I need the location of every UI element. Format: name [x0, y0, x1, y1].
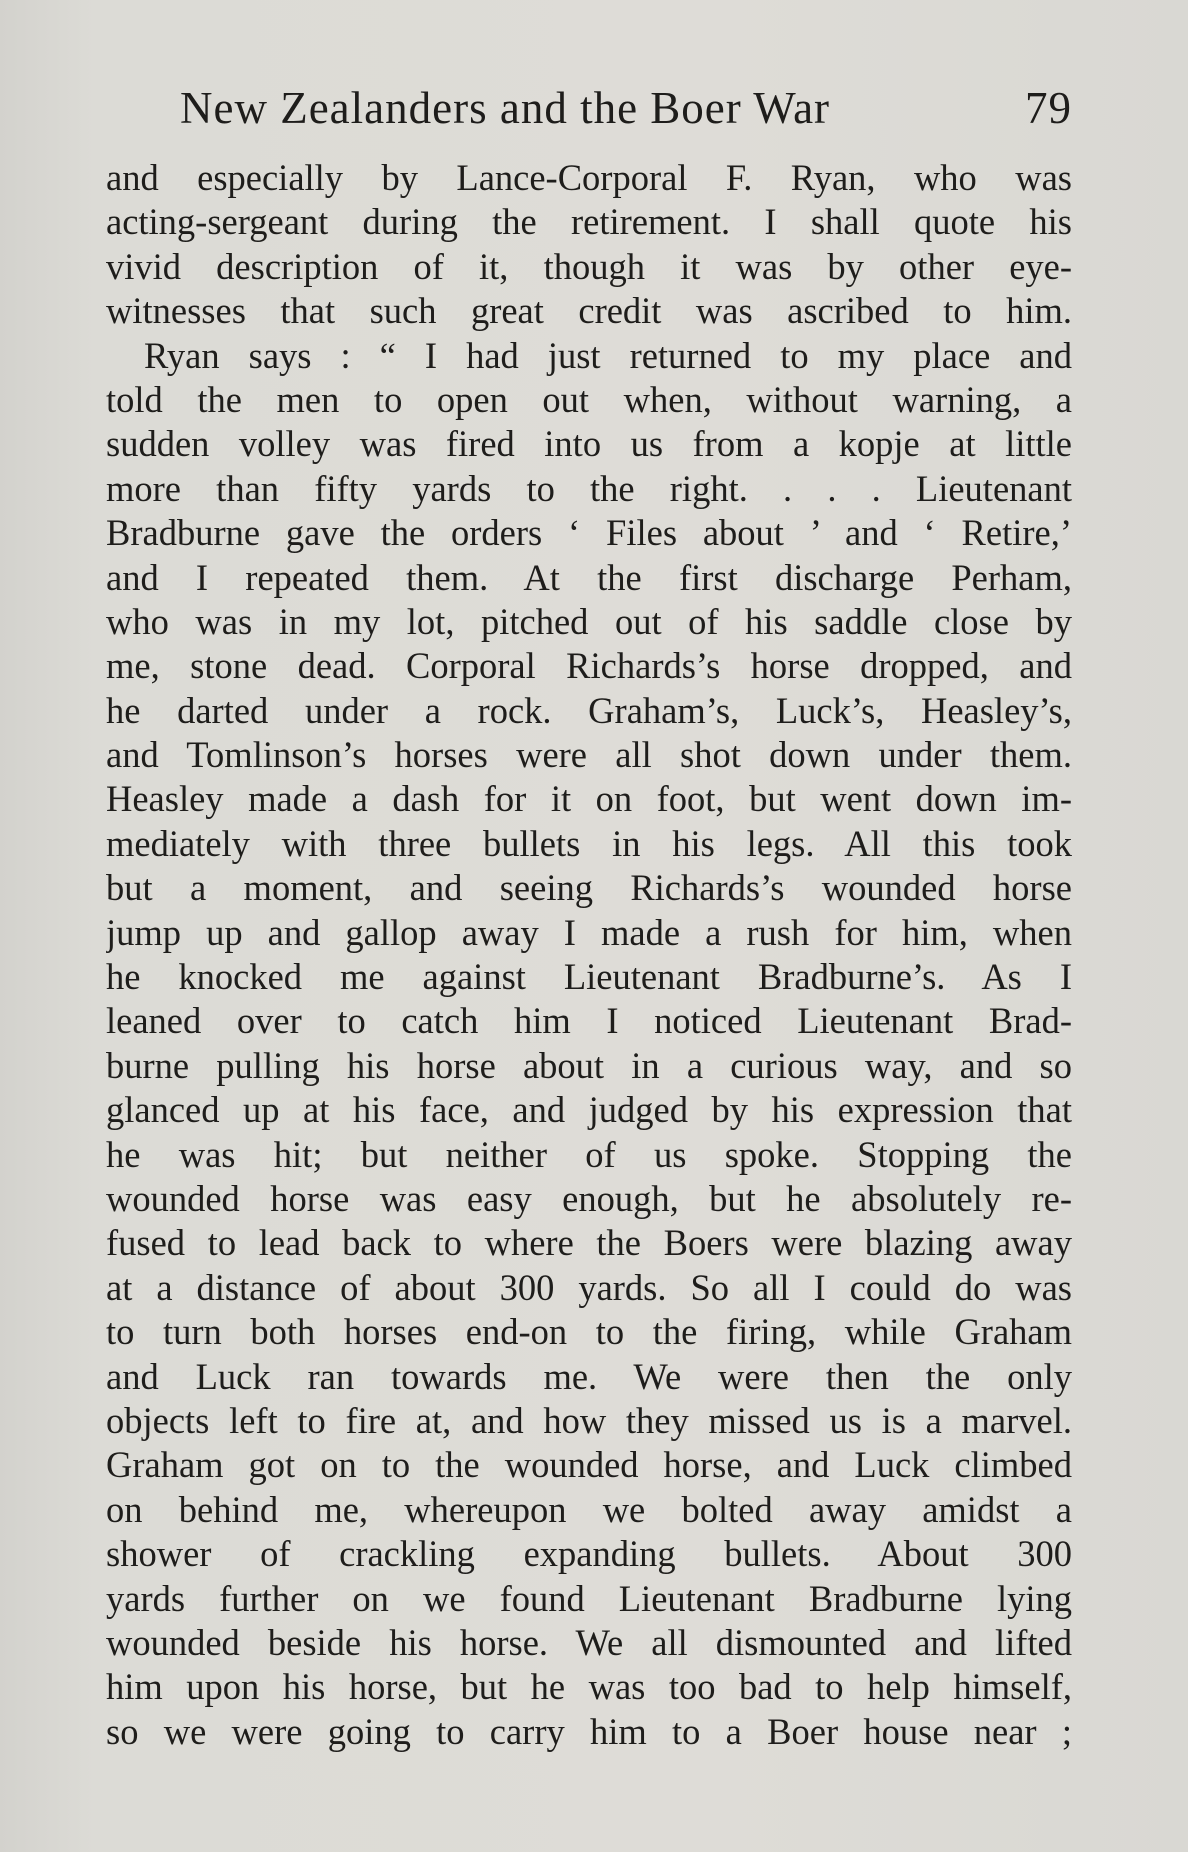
text-line: and Tomlinson’s horses were all shot down under them. — [106, 734, 1072, 776]
text-line: more than fifty yards to the right. . . . Lieutenant — [106, 467, 1072, 509]
text-line: yards further on we found Lieutenant Bradburne lying — [106, 1577, 1072, 1619]
text-line: him upon his horse, but he was too bad to help himself, — [106, 1666, 1072, 1708]
text-line: jump up and gallop away I made a rush for him, when — [106, 911, 1072, 953]
body-text — [106, 156, 1072, 1754]
text-line: on behind me, whereupon we bolted away amidst a — [106, 1488, 1072, 1530]
text-line: Graham got on to the wounded horse, and Luck climbed — [106, 1444, 1072, 1486]
text-line: and especially by Lance-Corporal F. Ryan, who was — [106, 157, 1072, 198]
text-line: Ryan says : “ I had just returned to my place and — [144, 334, 1072, 376]
text-line: but a moment, and seeing Richards’s wounded horse — [106, 867, 1072, 909]
text-line: told the men to open out when, without warning, a — [106, 378, 1072, 420]
text-line: shower of crackling expanding bullets. About 300 — [106, 1533, 1072, 1575]
running-head — [180, 78, 1076, 138]
page-number: 79 — [1025, 83, 1072, 133]
text-line: sudden volley was fired into us from a kopje at little — [106, 423, 1072, 465]
text-line: glanced up at his face, and judged by his expression that — [106, 1089, 1072, 1131]
text-line: Heasley made a dash for it on foot, but went down im- — [106, 778, 1072, 820]
text-line: burne pulling his horse about in a curious way, and so — [106, 1044, 1072, 1086]
text-line: he was hit; but neither of us spoke. Stopping the — [106, 1133, 1072, 1175]
text-line: he darted under a rock. Graham’s, Luck’s, Heasley’s, — [106, 689, 1072, 731]
text-line: wounded horse was easy enough, but he absolutely re- — [106, 1177, 1072, 1219]
text-line: and Luck ran towards me. We were then the only — [106, 1355, 1072, 1397]
text-line: vivid description of it, though it was by other eye- — [106, 245, 1072, 287]
text-line: me, stone dead. Corporal Richards’s horse dropped, and — [106, 645, 1072, 687]
text-line: mediately with three bullets in his legs. All this took — [106, 822, 1072, 864]
text-line: at a distance of about 300 yards. So all I could do was — [106, 1266, 1072, 1308]
running-title: New Zealanders and the Boer War — [180, 83, 831, 133]
text-line: witnesses that such great credit was ascribed to him. — [106, 290, 1072, 332]
text-line: he knocked me against Lieutenant Bradburne’s. As I — [106, 956, 1072, 998]
text-line: wounded beside his horse. We all dismounted and lifted — [106, 1621, 1072, 1663]
text-line: leaned over to catch him I noticed Lieutenant Brad- — [106, 1000, 1072, 1042]
text-line: who was in my lot, pitched out of his saddle close by — [106, 600, 1072, 642]
text-line: fused to lead back to where the Boers were blazing away — [106, 1222, 1072, 1264]
text-line: objects left to fire at, and how they missed us is a marvel. — [106, 1399, 1072, 1441]
text-line: Bradburne gave the orders ‘ Files about ’ and ‘ Retire,’ — [106, 512, 1072, 554]
text-line: acting-sergeant during the retirement. I shall quote his — [106, 201, 1072, 243]
text-line: and I repeated them. At the first discharge Perham, — [106, 556, 1072, 598]
text-line: so we were going to carry him to a Boer house near ; — [106, 1710, 1072, 1752]
text-line: to turn both horses end-on to the firing, while Graham — [106, 1311, 1072, 1353]
